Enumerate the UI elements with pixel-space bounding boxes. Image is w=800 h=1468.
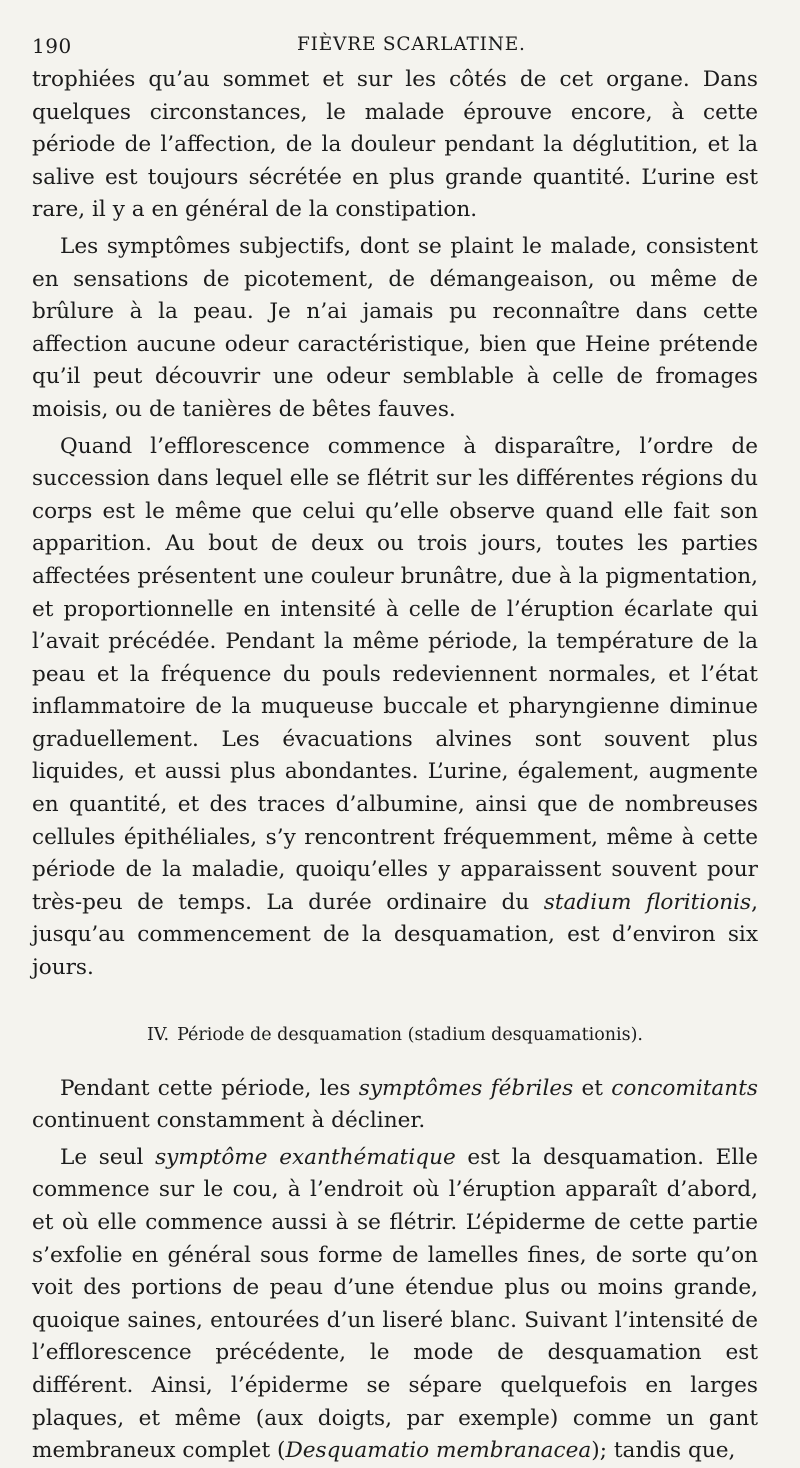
page-number: 190 xyxy=(32,34,72,58)
section-heading xyxy=(32,1023,758,1047)
running-head xyxy=(32,30,758,64)
italic-term: symptômes fébriles xyxy=(358,1075,574,1101)
paragraph-text: Quand l’efflorescence commence à disparaître, l’ordre de succession dans lequel elle se flétrit sur les différentes régions du corps est le même que celui qu’elle observe quand elle fait son apparition. Au bout de deux ou trois jours, toutes les parties affectées présentent une couleur brunâtre, due à la pigmentation, et proportionnelle en intensité à celle de l’éruption écarlate qui l’avait précédée. Pendant la même période, la température de la peau et la fréquence du pouls redeviennent normales, et l’état inflammatoire de la muqueuse buccale et pharyngienne diminue graduellement. Les évacuations alvines sont souvent plus liquides, et aussi plus abondantes. L’urine, également, augmente en quantité, et des traces d’albumine, ainsi que de nombreuses cellules épithéliales, s’y rencontrent fréquemment, même à cette période de la maladie, quoiqu’elles y apparaissent souvent pour très-peu de temps. La durée ordinaire du xyxy=(32,433,758,915)
paragraph-continuation: trophiées qu’au sommet et sur les côtés de cet organe. Dans quelques circonstances, le malade éprouve encore, à cette période de l’affection, de la douleur pendant la déglutition, et la salive est toujours sécrétée en plus grande quantité. L’urine est rare, il y a en général de la constipation. xyxy=(32,67,758,223)
paragraph-desquamation xyxy=(32,1142,758,1468)
running-title: FIÈVRE SCARLATINE. xyxy=(297,34,526,55)
paragraph-febrile-symptoms xyxy=(32,1073,758,1138)
section-title: Période de desquamation (stadium desquamationis). xyxy=(177,1024,643,1045)
paragraph-text: , jusqu’au commencement de la desquamation, est d’environ six jours. xyxy=(32,889,758,981)
italic-term: Desquamatio membranacea xyxy=(285,1438,592,1464)
section-numeral: IV. xyxy=(147,1024,170,1045)
paragraph-text: est la desquamation. Elle commence sur le cou, à l’endroit où l’éruption apparaît d’abord, et où elle commence aussi à se flétrir. L’épiderme de cette partie s’exfolie en général sous forme de lamelles fines, de sorte qu’on voit des portions de peau d’une étendue plus ou moins grande, quoique saines, entourées d’un liseré blanc. Suivant l’intensité de l’efflorescence précédente, le mode de desquamation est différent. Ainsi, l’épiderme se sépare quelquefois en larges plaques, et même (aux doigts, par exemple) comme un gant membraneux complet ( xyxy=(32,1144,758,1464)
paragraph-text: ); tandis que, xyxy=(591,1438,736,1464)
italic-term: stadium floritionis xyxy=(543,889,752,915)
paragraph-efflorescence-fading xyxy=(32,431,758,985)
paragraph-text: et xyxy=(581,1075,603,1101)
italic-term: concomitants xyxy=(611,1075,758,1101)
paragraph-text: continuent constamment à décliner. xyxy=(32,1108,426,1134)
paragraph-text: Le seul xyxy=(60,1144,144,1170)
paragraph-subjective-symptoms: Les symptômes subjectifs, dont se plaint le malade, consistent en sensations de picotement, de démangeaison, ou même de brûlure à la peau. Je n’ai jamais pu reconnaître dans cette affection aucune odeur caractéristique, bien que Heine prétende qu’il peut découvrir une odeur semblable à celle de fromages moisis, ou de tanières de bêtes fauves. xyxy=(32,233,758,422)
italic-term: symptôme exanthématique xyxy=(155,1144,456,1170)
body-text xyxy=(32,64,758,1468)
paragraph-text: Pendant cette période, les xyxy=(60,1075,351,1101)
